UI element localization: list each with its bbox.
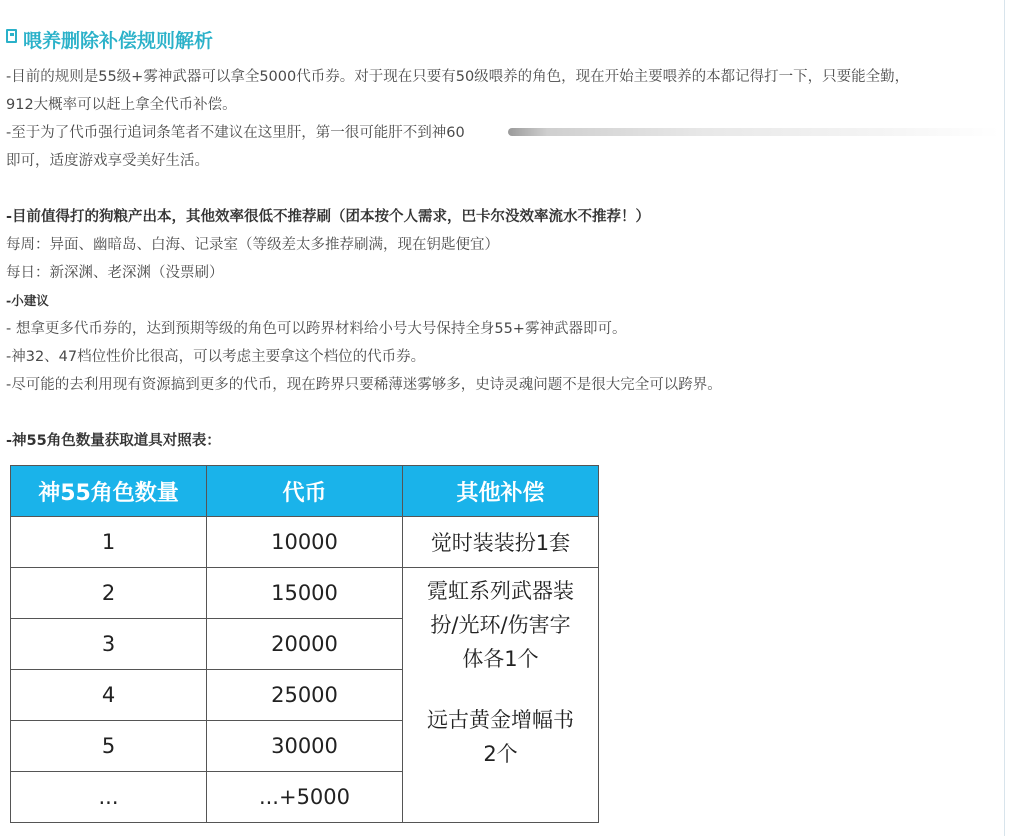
column-header: 代币	[207, 466, 403, 517]
tip-item: -尽可能的去利用现有资源搞到更多的代币，现在跨界只要稀薄迷雾够多，史诗灵魂问题不是很大完全可以跨界。	[6, 377, 722, 393]
column-header: 其他补偿	[403, 466, 599, 517]
character-count-cell: 4	[11, 670, 207, 721]
article-title	[6, 26, 213, 53]
paragraph-line: 即可，适度游戏享受美好生活。	[6, 153, 209, 169]
coin-cell: ...+5000	[207, 772, 403, 823]
coin-cell: 30000	[207, 721, 403, 772]
coin-cell: 15000	[207, 568, 403, 619]
character-count-cell: 3	[11, 619, 207, 670]
paragraph-line: 912大概率可以赶上拿全代币补偿。	[6, 97, 237, 113]
tips-heading: -小建议	[6, 293, 49, 308]
page-right-border	[1004, 0, 1005, 836]
compensation-table	[10, 465, 599, 823]
character-count-cell: 2	[11, 568, 207, 619]
tip-item: - 想拿更多代币券的，达到预期等级的角色可以跨界材料给小号大号保持全身55+雾神武器即可。	[6, 321, 627, 337]
table-row	[11, 568, 599, 619]
tip-item: -神32、47档位性价比很高，可以考虑主要拿这个档位的代币券。	[6, 349, 426, 365]
text-fade-overlay	[508, 128, 1000, 136]
table-row	[11, 517, 599, 568]
table-heading: -神55角色数量获取道具对照表：	[6, 433, 221, 449]
character-count-cell: ...	[11, 772, 207, 823]
section-heading: -目前值得打的狗粮产出本，其他效率很低不推荐刷（团本按个人需求，巴卡尔没效率流水不推荐！）	[6, 209, 651, 225]
other-compensation-line: 体各1个	[462, 647, 539, 671]
coin-cell: 10000	[207, 517, 403, 568]
character-count-cell: 5	[11, 721, 207, 772]
other-compensation-cell: 觉时装装扮1套	[403, 517, 599, 568]
article-title-text: 喂养删除补偿规则解析	[23, 30, 214, 52]
paragraph-line: -目前的规则是55级+雾神武器可以拿全5000代币券。对于现在只要有50级喂养的角色，现在开始主要喂养的本都记得打一下，只要能全勤，	[6, 69, 910, 85]
table-header-row	[11, 466, 599, 517]
other-compensation-line: 扮/光环/伤害字	[430, 613, 571, 637]
document-icon	[6, 29, 17, 43]
weekly-dungeons: 每周：异面、幽暗岛、白海、记录室（等级差太多推荐刷满，现在钥匙便宜）	[6, 237, 499, 253]
paragraph-line: -至于为了代币强行追词条笔者不建议在这里肝，第一很可能肝不到神60	[6, 125, 465, 141]
other-compensation-line: 远古黄金增幅书	[427, 708, 574, 732]
character-count-cell: 1	[11, 517, 207, 568]
coin-cell: 20000	[207, 619, 403, 670]
coin-cell: 25000	[207, 670, 403, 721]
daily-dungeons: 每日：新深渊、老深渊（没票刷）	[6, 265, 224, 281]
other-compensation-line: 2个	[483, 742, 518, 766]
other-compensation-line: 霓虹系列武器装	[427, 579, 574, 603]
other-compensation-cell	[403, 568, 599, 823]
column-header: 神55角色数量	[11, 466, 207, 517]
